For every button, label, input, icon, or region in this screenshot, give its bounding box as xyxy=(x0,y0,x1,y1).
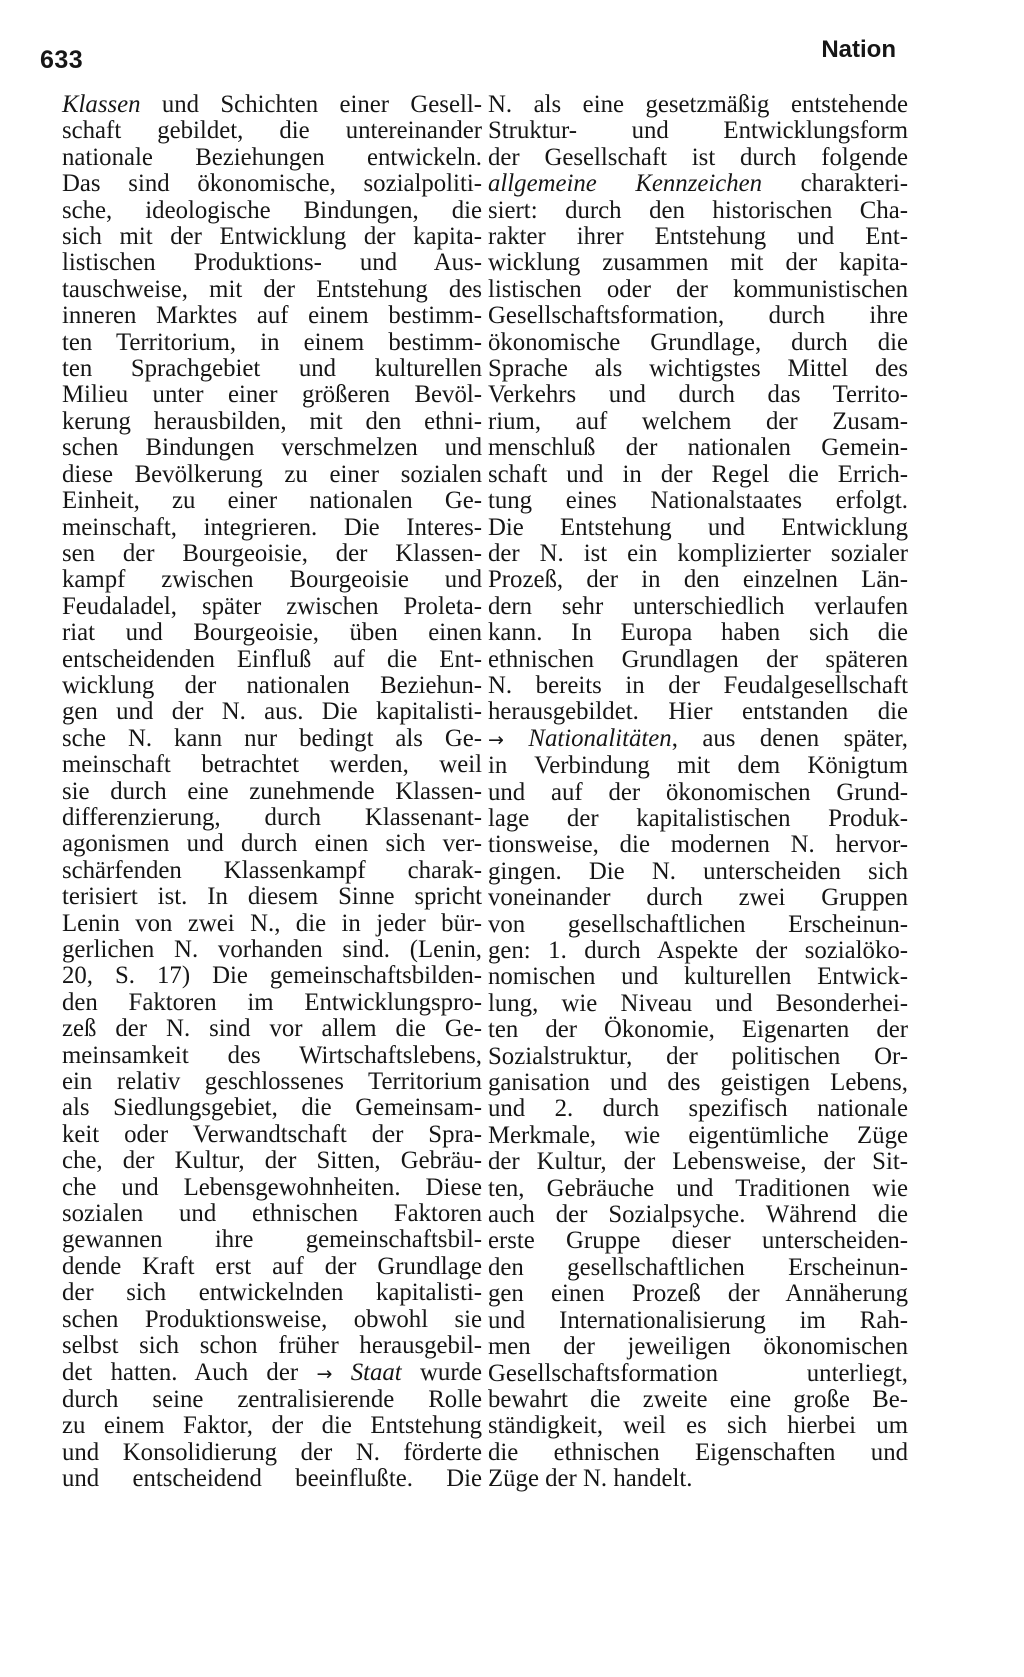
emphasized-term: Nationalitäten xyxy=(528,724,672,752)
text-segment xyxy=(332,1359,350,1386)
text-segment: ten Territorium, in einem bestimm- xyxy=(62,328,482,356)
text-segment: Gesellschaftsformation unterliegt, xyxy=(488,1359,908,1387)
text-segment: entscheidenden Einfluß auf die Ent- xyxy=(62,645,482,673)
text-segment: sie durch eine zunehmende Klassen- xyxy=(62,777,482,805)
text-segment: keit oder Verwandtschaft der Spra- xyxy=(62,1120,482,1148)
text-line xyxy=(488,964,908,990)
text-segment: der N. ist ein komplizierter sozialer xyxy=(488,539,908,567)
text-segment: wicklung der nationalen Beziehun- xyxy=(62,671,482,699)
text-line xyxy=(62,673,482,699)
text-segment: ethnischen Grundlagen der späteren xyxy=(488,645,908,673)
text-line xyxy=(62,277,482,303)
text-line xyxy=(62,224,482,250)
text-line xyxy=(488,753,908,779)
text-line xyxy=(62,1333,482,1359)
text-segment: tung eines Nationalstaates erfolgt. xyxy=(488,487,908,515)
text-line xyxy=(62,118,482,144)
text-line xyxy=(62,1043,482,1069)
text-line xyxy=(62,488,482,514)
text-line xyxy=(62,620,482,646)
text-line xyxy=(488,1149,908,1175)
text-segment: schaft gebildet, die untereinander xyxy=(62,117,482,145)
text-segment: agonismen und durch einen sich ver- xyxy=(62,830,482,858)
text-line xyxy=(62,541,482,567)
text-segment: sche, ideologische Bindungen, die xyxy=(62,196,482,224)
text-segment: sen der Bourgeoisie, der Klassen- xyxy=(62,539,482,567)
text-line xyxy=(62,250,482,276)
text-segment: tauschweise, mit der Entstehung des xyxy=(62,275,482,303)
text-line xyxy=(62,1069,482,1095)
text-line xyxy=(62,699,482,725)
text-line xyxy=(488,171,908,197)
text-line xyxy=(62,1254,482,1280)
text-segment: sche N. kann nur bedingt als Ge- xyxy=(62,724,482,752)
text-segment: Verkehrs und durch das Territo- xyxy=(488,381,908,409)
text-line xyxy=(488,1308,908,1334)
text-line xyxy=(62,198,482,224)
cross-reference-arrow-icon: → xyxy=(316,1362,333,1385)
text-line xyxy=(488,303,908,329)
text-segment: schaft und in der Regel die Errich- xyxy=(488,460,908,488)
text-line xyxy=(488,991,908,1017)
text-line xyxy=(62,1148,482,1174)
text-line xyxy=(62,779,482,805)
text-line xyxy=(62,1466,482,1492)
text-segment: , aus denen später, xyxy=(671,724,908,752)
text-line xyxy=(488,1070,908,1096)
text-line xyxy=(488,224,908,250)
text-segment: Züge der N. handelt. xyxy=(488,1465,693,1493)
text-line xyxy=(488,832,908,858)
text-line xyxy=(62,171,482,197)
text-line xyxy=(62,1413,482,1439)
text-line xyxy=(488,1123,908,1149)
text-segment: ständigkeit, weil es sich hierbei um xyxy=(488,1412,908,1440)
text-line xyxy=(62,647,482,673)
text-line xyxy=(62,1175,482,1201)
text-line xyxy=(488,145,908,171)
text-segment: nationale Beziehungen entwickeln. xyxy=(62,143,482,171)
text-segment: erste Gruppe dieser unterscheiden- xyxy=(488,1227,908,1255)
text-segment: in Verbindung mit dem Königtum xyxy=(488,752,908,780)
text-line xyxy=(488,409,908,435)
text-segment: nomischen und kulturellen Entwick- xyxy=(488,963,908,991)
text-segment: auch der Sozialpsyche. Während die xyxy=(488,1201,908,1229)
text-line xyxy=(488,1176,908,1202)
text-line xyxy=(62,145,482,171)
text-line xyxy=(488,462,908,488)
text-segment: meinschaft betrachtet werden, weil xyxy=(62,751,482,779)
text-line xyxy=(488,277,908,303)
text-segment: kerung herausbilden, mit den ethni- xyxy=(62,407,482,435)
text-segment: lage der kapitalistischen Produk- xyxy=(488,804,908,832)
text-line xyxy=(62,1360,482,1387)
text-segment: men der jeweiligen ökonomischen xyxy=(488,1333,908,1361)
text-line xyxy=(488,806,908,832)
text-segment: det hatten. Auch der xyxy=(62,1358,317,1386)
text-segment: listischen Produktions- und Aus- xyxy=(62,249,482,277)
text-line xyxy=(62,963,482,989)
text-line xyxy=(488,673,908,699)
text-line xyxy=(488,198,908,224)
text-segment: als Siedlungsgebiet, die Gemeinsam- xyxy=(62,1094,482,1122)
text-segment: ten, Gebräuche und Traditionen wie xyxy=(488,1174,908,1202)
text-column-right xyxy=(488,92,908,1493)
text-segment: gen einen Prozeß der Annäherung xyxy=(488,1280,908,1308)
text-segment: menschluß der nationalen Gemein- xyxy=(488,434,908,462)
text-segment: Feudaladel, später zwischen Proleta- xyxy=(62,592,482,620)
text-segment: zeß der N. sind vor allem die Ge- xyxy=(62,1015,482,1043)
text-line xyxy=(488,1255,908,1281)
text-segment: differenzierung, durch Klassenant- xyxy=(62,803,482,831)
text-segment: che, der Kultur, der Sitten, Gebräu- xyxy=(62,1147,482,1175)
text-line xyxy=(62,805,482,831)
text-segment: durch seine zentralisierende Rolle xyxy=(62,1385,482,1413)
text-segment: dende Kraft erst auf der Grundlage xyxy=(62,1252,482,1280)
text-segment: ökonomische Grundlage, durch die xyxy=(488,328,908,356)
text-line xyxy=(62,1440,482,1466)
text-line xyxy=(488,647,908,673)
text-segment: meinschaft, integrieren. Die Interes- xyxy=(62,513,482,541)
text-segment: terisiert ist. In diesem Sinne spricht xyxy=(62,883,482,911)
text-segment: gen und der N. aus. Die kapitalisti- xyxy=(62,698,482,726)
text-segment: Struktur- und Entwicklungsform xyxy=(488,117,908,145)
text-line xyxy=(488,1387,908,1413)
text-line xyxy=(62,1280,482,1306)
text-line xyxy=(488,699,908,725)
text-segment: der sich entwickelnden kapitalisti- xyxy=(62,1279,482,1307)
text-segment: ganisation und des geistigen Lebens, xyxy=(488,1069,908,1097)
page-number: 633 xyxy=(40,46,84,74)
text-segment: inneren Marktes auf einem bestimm- xyxy=(62,302,482,330)
text-line xyxy=(488,541,908,567)
text-line xyxy=(62,409,482,435)
text-segment: den Faktoren im Entwicklungspro- xyxy=(62,988,482,1016)
text-line xyxy=(488,1334,908,1360)
text-segment: Prozeß, der in den einzelnen Län- xyxy=(488,566,908,594)
text-segment: siert: durch den historischen Cha- xyxy=(488,196,908,224)
text-segment: der Gesellschaft ist durch folgende xyxy=(488,143,908,171)
text-segment: Sprache als wichtigstes Mittel des xyxy=(488,355,908,383)
text-line xyxy=(62,515,482,541)
text-line xyxy=(62,462,482,488)
text-segment: zu einem Faktor, der die Entstehung xyxy=(62,1412,482,1440)
text-line xyxy=(62,831,482,857)
text-segment: Gesellschaftsformation, durch ihre xyxy=(488,302,908,330)
text-line xyxy=(62,911,482,937)
text-line xyxy=(488,330,908,356)
text-line xyxy=(488,1413,908,1439)
text-line xyxy=(488,859,908,885)
text-line xyxy=(62,567,482,593)
text-segment xyxy=(504,725,528,752)
text-segment: dern sehr unterschiedlich verlaufen xyxy=(488,592,908,620)
text-line xyxy=(488,92,908,118)
text-segment: N. als eine gesetzmäßig entstehende xyxy=(488,91,908,118)
text-line xyxy=(62,1095,482,1121)
text-segment: Merkmale, wie eigentümliche Züge xyxy=(488,1121,908,1149)
cross-reference-arrow-icon: → xyxy=(488,728,504,751)
text-column-left xyxy=(62,92,482,1493)
text-line xyxy=(62,92,482,118)
text-segment: kampf zwischen Bourgeoisie und xyxy=(62,566,482,594)
text-line xyxy=(488,488,908,514)
text-segment: und Konsolidierung der N. förderte xyxy=(62,1438,482,1466)
text-line xyxy=(488,912,908,938)
text-line xyxy=(62,726,482,752)
text-line xyxy=(488,1466,908,1492)
text-line xyxy=(488,1096,908,1122)
text-segment: Milieu unter einer größeren Bevöl- xyxy=(62,381,482,409)
text-segment: gen: 1. durch Aspekte der sozialöko- xyxy=(488,937,908,964)
text-segment: ein relativ geschlossenes Territorium xyxy=(62,1068,482,1096)
text-segment: ten der Ökonomie, Eigenarten der xyxy=(488,1016,908,1044)
text-segment: N. bereits in der Feudalgesellschaft xyxy=(488,671,908,699)
text-segment: wurde xyxy=(401,1358,482,1386)
text-segment: lung, wie Niveau und Besonderhei- xyxy=(488,989,908,1017)
text-segment: Lenin von zwei N., die in jeder bür- xyxy=(62,909,482,937)
text-segment: den gesellschaftlichen Erscheinun- xyxy=(488,1253,908,1281)
text-line xyxy=(62,752,482,778)
text-segment: tionsweise, die modernen N. hervor- xyxy=(488,831,908,859)
text-line xyxy=(488,356,908,382)
text-segment: rium, auf welchem der Zusam- xyxy=(488,407,908,435)
text-segment: Das sind ökonomische, sozialpoliti- xyxy=(62,170,482,198)
text-line xyxy=(62,330,482,356)
text-segment: che und Lebensgewohnheiten. Diese xyxy=(62,1173,482,1201)
text-line xyxy=(62,435,482,461)
text-line xyxy=(62,858,482,884)
text-line xyxy=(488,1440,908,1466)
text-line xyxy=(488,1281,908,1307)
text-segment: gerlichen N. vorhanden sind. (Lenin, xyxy=(62,936,482,963)
text-line xyxy=(62,382,482,408)
text-line xyxy=(488,118,908,144)
text-segment: gingen. Die N. unterscheiden sich xyxy=(488,857,908,885)
text-segment: 20, S. 17) Die gemeinschaftsbilden- xyxy=(62,962,482,990)
text-line xyxy=(62,1307,482,1333)
text-segment: schen Produktionsweise, obwohl sie xyxy=(62,1305,482,1333)
text-line xyxy=(62,1227,482,1253)
text-segment: der Kultur, der Lebensweise, der Sit- xyxy=(488,1148,908,1176)
text-line xyxy=(488,726,908,753)
text-line xyxy=(488,1017,908,1043)
text-line xyxy=(62,1016,482,1042)
text-line xyxy=(62,937,482,963)
text-segment: rakter ihrer Entstehung und Ent- xyxy=(488,223,908,251)
emphasized-term: allgemeine Kennzeichen xyxy=(488,170,763,198)
text-segment: Einheit, zu einer nationalen Ge- xyxy=(62,487,482,515)
text-segment: und entscheidend beeinflußte. Die xyxy=(62,1465,482,1493)
text-segment: und Internationalisierung im Rah- xyxy=(488,1306,908,1334)
text-segment: riat und Bourgeoisie, üben einen xyxy=(62,619,482,647)
text-line xyxy=(488,620,908,646)
text-line xyxy=(488,1361,908,1387)
text-line xyxy=(488,382,908,408)
text-line xyxy=(62,356,482,382)
text-line xyxy=(488,1202,908,1228)
text-segment: schen Bindungen verschmelzen und xyxy=(62,434,482,462)
text-segment: und Schichten einer Gesell- xyxy=(140,91,482,118)
text-segment: Die Entstehung und Entwicklung xyxy=(488,513,908,541)
text-segment: gewannen ihre gemeinschaftsbil- xyxy=(62,1226,482,1254)
text-segment: kann. In Europa haben sich die xyxy=(488,619,908,647)
text-line xyxy=(488,1228,908,1254)
text-segment: sozialen und ethnischen Faktoren xyxy=(62,1200,482,1228)
running-head: Nation xyxy=(821,36,896,63)
text-line xyxy=(488,435,908,461)
text-segment: herausgebildet. Hier entstanden die xyxy=(488,698,908,726)
text-segment: die ethnischen Eigenschaften und xyxy=(488,1438,908,1466)
text-line xyxy=(62,1201,482,1227)
text-line xyxy=(62,884,482,910)
text-line xyxy=(488,885,908,911)
text-segment: ten Sprachgebiet und kulturellen xyxy=(62,355,482,383)
text-line xyxy=(488,780,908,806)
text-segment: und auf der ökonomischen Grund- xyxy=(488,778,908,806)
text-segment: charakteri- xyxy=(762,170,909,198)
text-segment: Sozialstruktur, der politischen Or- xyxy=(488,1042,908,1070)
text-segment: meinsamkeit des Wirtschaftslebens, xyxy=(62,1041,482,1069)
text-line xyxy=(488,1044,908,1070)
text-line xyxy=(62,1387,482,1413)
text-segment: schärfenden Klassenkampf charak- xyxy=(62,856,482,884)
text-segment: listischen oder der kommunistischen xyxy=(488,275,908,303)
text-segment: von gesellschaftlichen Erscheinun- xyxy=(488,910,908,938)
text-line xyxy=(62,1122,482,1148)
text-line xyxy=(488,567,908,593)
text-line xyxy=(488,938,908,964)
emphasized-term: Klassen xyxy=(62,91,141,118)
text-line xyxy=(62,303,482,329)
text-segment: voneinander durch zwei Gruppen xyxy=(488,884,908,912)
text-segment: sich mit der Entwicklung der kapita- xyxy=(62,223,482,251)
text-segment: selbst sich schon früher herausgebil- xyxy=(62,1332,482,1360)
text-line xyxy=(488,515,908,541)
text-line xyxy=(488,594,908,620)
text-line xyxy=(62,594,482,620)
text-segment: wicklung zusammen mit der kapita- xyxy=(488,249,908,277)
text-segment: und 2. durch spezifisch nationale xyxy=(488,1095,908,1123)
text-line xyxy=(62,990,482,1016)
text-line xyxy=(488,250,908,276)
text-segment: bewahrt die zweite eine große Be- xyxy=(488,1385,908,1413)
text-segment: diese Bevölkerung zu einer sozialen xyxy=(62,460,482,488)
emphasized-term: Staat xyxy=(350,1358,402,1386)
